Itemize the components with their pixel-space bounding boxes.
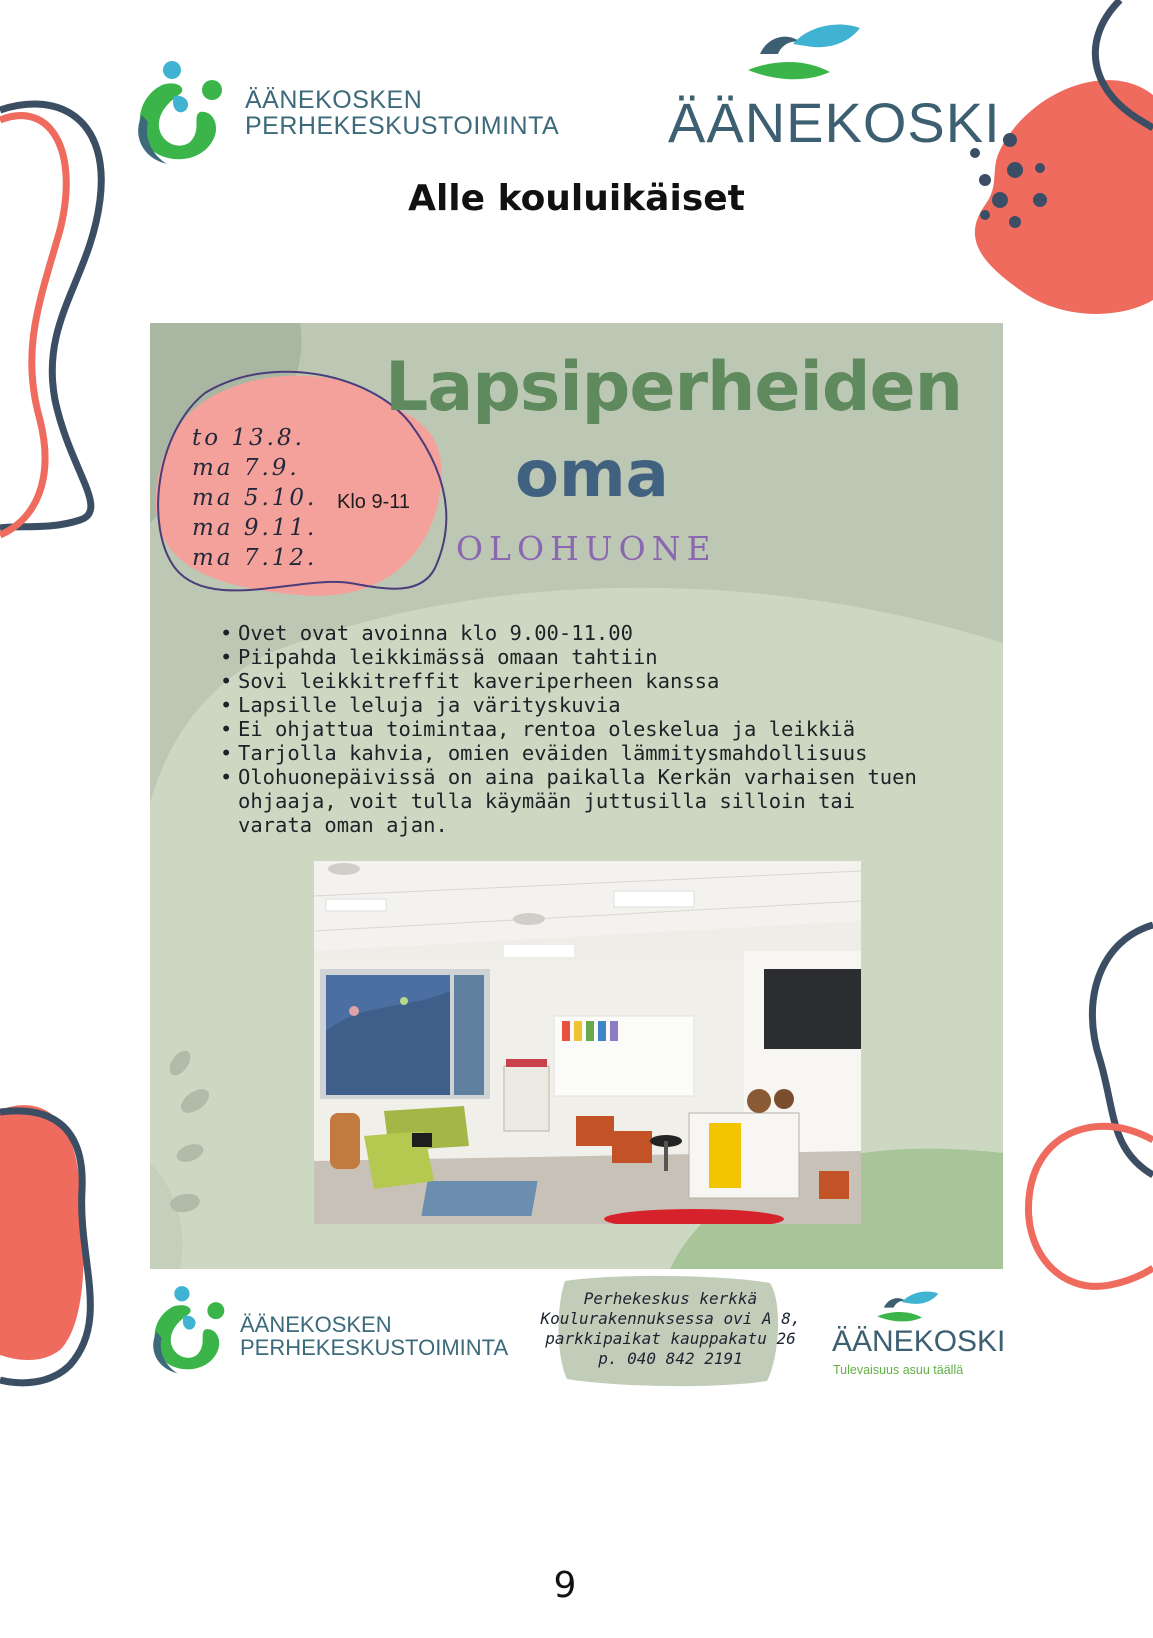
page-number: 9 [553,1565,577,1606]
contact-line: Perhekeskus kerkkä [583,1289,758,1308]
footer-logo-line-1: ÄÄNEKOSKEN [240,1312,392,1337]
logo-line-1: ÄÄNEKOSKEN [245,86,423,114]
event-flyer [150,323,1003,1269]
event-date: ma 5.10. [192,485,318,511]
city-logo-icon [748,18,868,84]
info-item: • Sovi leikkitreffit kaveriperheen kanssa [220,669,940,693]
info-item: • Lapsille leluja ja värityskuvia [220,693,940,717]
decor-line-navy-top-left [0,104,101,528]
footer-city-logo-text: ÄÄNEKOSKI [832,1325,1006,1358]
info-item: • Piipahda leikkimässä omaan tahtiin [220,645,940,669]
event-date: ma 9.11. [192,515,318,541]
footer-family-center-logo-text [240,1313,508,1359]
contact-line: parkkipaikat kauppakatu 26 [545,1329,796,1348]
info-item: • Olohuonepäivissä on aina paikalla Kerkän varhaisen tuen ohjaaja, voit tulla käymään juttusilla silloin tai varata oman ajan. [220,765,940,837]
footer-logo-line-2: PERHEKESKUSTOIMINTA [240,1335,509,1361]
decor-blob-bottom-left [0,1105,84,1360]
decor-line-coral-right [1028,1126,1153,1286]
contact-line: Koulurakennuksessa ovi A 8, [540,1309,801,1328]
contact-line: p. 040 842 2191 [598,1349,743,1368]
event-date: ma 7.9. [192,455,300,481]
family-center-logo-text [245,87,559,140]
page-heading: Alle kouluikäiset [408,178,745,219]
logo-line-2: PERHEKESKUSTOIMINTA [245,112,560,141]
family-center-logo-icon [132,60,224,168]
playroom-photo [314,861,861,1224]
city-slogan: Tulevaisuus asuu täällä [833,1363,964,1377]
city-logo-text: ÄÄNEKOSKI [668,91,1001,154]
footer-city-logo-icon [877,1288,943,1324]
info-item: • Ei ohjattua toimintaa, rentoa oleskelua ja leikkiä [220,717,940,741]
info-item: • Tarjolla kahvia, omien eväiden lämmitysmahdollisuus [220,741,940,765]
event-time-label: Klo 9-11 [337,491,411,513]
event-info-list [220,621,940,837]
event-dates-list [192,423,317,573]
contact-info-text [498,1289,843,1369]
event-date: ma 7.12. [192,545,318,571]
flyer-tagline: OLOHUONE [456,529,717,568]
footer-family-center-logo-icon [148,1285,226,1377]
flyer-title: Lapsiperheiden [385,348,963,427]
flyer-subtitle: oma [515,438,669,512]
info-item: • Ovet ovat avoinna klo 9.00-11.00 [220,621,940,645]
event-date: to 13.8. [192,425,305,451]
